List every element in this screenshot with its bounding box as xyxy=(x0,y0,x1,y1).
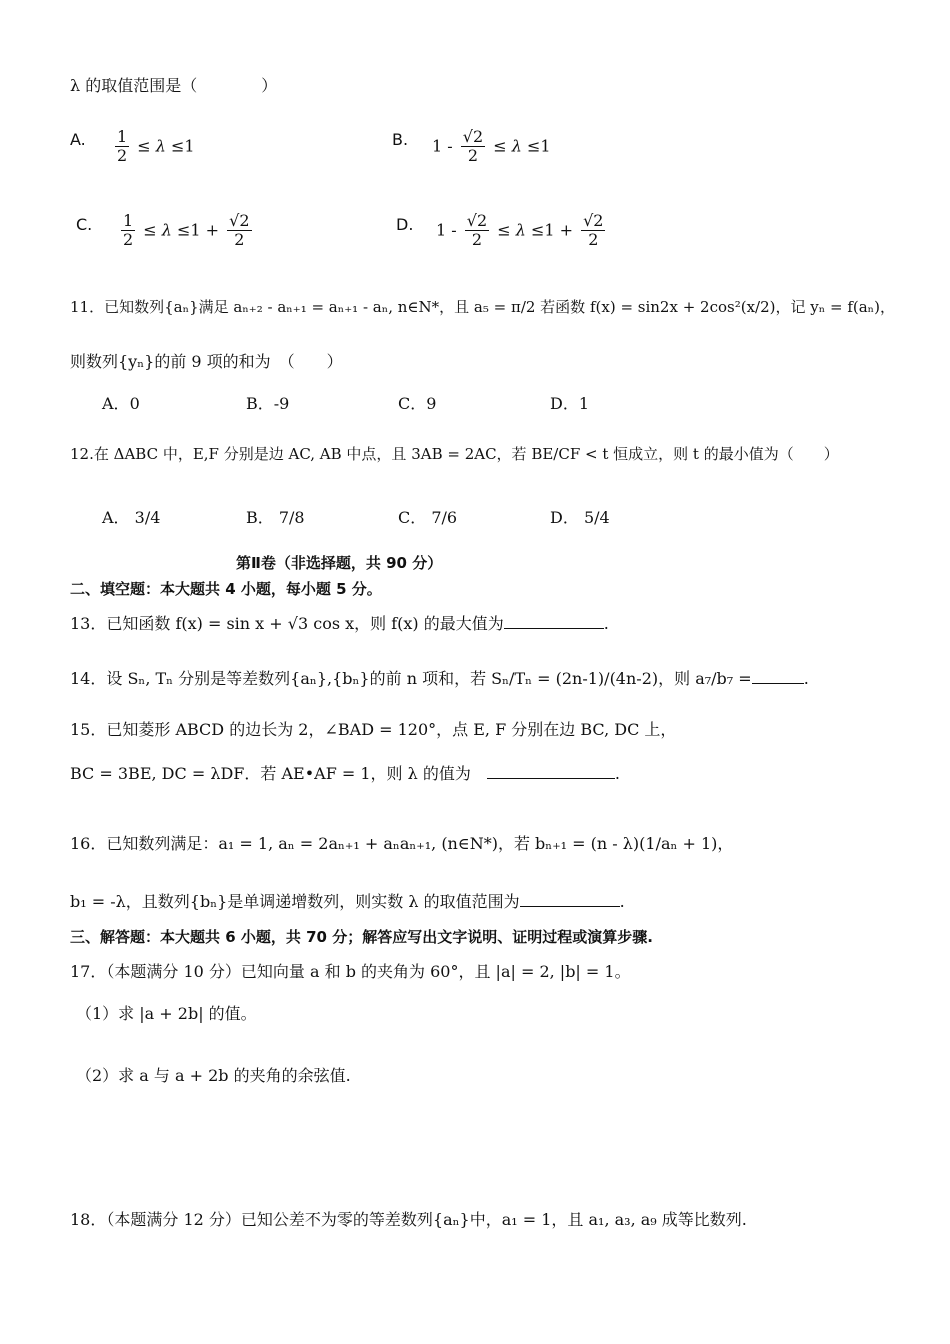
q16-line2-text: b₁ = -λ，且数列{bₙ}是单调递增数列，则实数 λ 的取值范围为 xyxy=(70,892,520,911)
q14: 14．设 Sₙ, Tₙ 分别是等差数列{aₙ},{bₙ}的前 n 项和，若 Sₙ/Tₙ = (2n-1)/(4n-2)，则 a₇/b₇ = . xyxy=(70,669,809,688)
section2-title: 二、填空题：本大题共 4 小题，每小题 5 分。 xyxy=(70,580,382,598)
q11-option-c-letter: C． xyxy=(398,394,427,413)
q12-option-d-value: 5/4 xyxy=(583,508,610,527)
q12-option-a-value: 3/4 xyxy=(134,508,161,527)
q12-option-b-value: 7/8 xyxy=(278,508,305,527)
q11-option-a-letter: A． xyxy=(102,394,130,413)
q10-option-c-letter: C. xyxy=(76,215,93,234)
q12-option-c-value: 7/6 xyxy=(431,508,458,527)
q10-option-d: 1 - $\frac{√2}{2}$ ≤ λ ≤1 + $\frac{√2}{2}$ xyxy=(436,211,604,250)
q10-option-c: $\frac{1}{2}$ ≤ λ ≤1 + $\frac{√2}{2}$ xyxy=(123,211,250,250)
q14-answer-blank xyxy=(752,682,804,684)
q11-option-a-value: 0 xyxy=(129,394,140,413)
q11-stem-line1: 11．已知数列{aₙ}满足 aₙ₊₂ - aₙ₊₁ = aₙ₊₁ - aₙ, n∈N*，且 a₅ = π/2 若函数 f(x) = sin2x + 2cos²(x/2)，记 yₙ = f(aₙ)， xyxy=(70,298,896,316)
q17-part2: （2）求 a 与 a + 2b 的夹角的余弦值. xyxy=(76,1066,351,1085)
q13-text: 13．已知函数 f(x) = sin x + √3 cos x，则 f(x) 的最大值为 xyxy=(70,614,504,633)
q14-text: 14．设 Sₙ, Tₙ 分别是等差数列{aₙ},{bₙ}的前 n 项和，若 Sₙ/Tₙ = (2n-1)/(4n-2)，则 a₇/b₇ = xyxy=(70,669,752,688)
q12-option-a xyxy=(102,508,160,529)
part2-title: 第Ⅱ卷（非选择题，共 90 分） xyxy=(236,554,443,572)
q11-option-a xyxy=(102,394,140,415)
q16-line2: b₁ = -λ，且数列{bₙ}是单调递增数列，则实数 λ 的取值范围为 . xyxy=(70,892,625,911)
q15-line2: BC = 3BE, DC = λDF．若 AE•AF = 1，则 λ 的值为 . xyxy=(70,764,620,783)
q11-option-c xyxy=(398,394,436,415)
q12-option-b xyxy=(246,508,305,529)
q15-line2-text: BC = 3BE, DC = λDF．若 AE•AF = 1，则 λ 的值为 xyxy=(70,764,471,783)
q12-option-c xyxy=(398,508,457,529)
section3-title: 三、解答题：本大题共 6 小题，共 70 分；解答应写出文字说明、证明过程或演算步骤. xyxy=(70,928,653,946)
q11-option-d xyxy=(550,394,589,415)
q11-stem-line2: 则数列{yₙ}的前 9 项的和为 （ ） xyxy=(70,352,343,371)
q11-option-b-value: -9 xyxy=(273,394,290,413)
q10-option-b-letter: B. xyxy=(392,130,409,149)
q18-stem: 18．（本题满分 12 分）已知公差不为零的等差数列{aₙ}中，a₁ = 1，且 a₁, a₃, a₉ 成等比数列. xyxy=(70,1210,747,1229)
q12-option-b-letter: B． xyxy=(246,508,274,527)
q17-part1: （1）求 |a + 2b| 的值。 xyxy=(76,1004,257,1023)
q11-option-b-letter: B． xyxy=(246,394,274,413)
q10-option-a-letter: A. xyxy=(70,130,86,149)
q12-option-d-letter: D． xyxy=(550,508,579,527)
q15-answer-blank xyxy=(487,777,615,779)
q11-option-b xyxy=(246,394,289,415)
q12-option-c-letter: C． xyxy=(398,508,427,527)
q10-option-b: 1 - $\frac{√2}{2}$ ≤ λ ≤1 xyxy=(432,127,551,166)
q15-line1: 15．已知菱形 ABCD 的边长为 2，∠BAD = 120°，点 E, F 分别在边 BC, DC 上， xyxy=(70,720,677,739)
q10-option-d-letter: D. xyxy=(396,215,414,234)
q17-stem: 17．（本题满分 10 分）已知向量 a 和 b 的夹角为 60°，且 |a| = 2, |b| = 1。 xyxy=(70,962,631,981)
q12-stem: 12.在 ΔABC 中，E,F 分别是边 AC, AB 中点，且 3AB = 2AC，若 BE/CF < t 恒成立，则 t 的最小值为（ ） xyxy=(70,445,839,463)
q16-answer-blank xyxy=(520,905,620,907)
q13-answer-blank xyxy=(504,627,604,629)
q11-option-d-letter: D． xyxy=(550,394,579,413)
q13: 13．已知函数 f(x) = sin x + √3 cos x，则 f(x) 的最大值为 . xyxy=(70,614,609,633)
q11-option-d-value: 1 xyxy=(578,394,590,413)
q10-option-a: $\frac{1}{2}$ ≤ λ ≤1 xyxy=(117,127,195,166)
q10-stem-end: λ 的取值范围是（ ） xyxy=(70,76,278,95)
q12-option-a-letter: A． xyxy=(102,508,130,527)
q16-line1: 16．已知数列满足：a₁ = 1, aₙ = 2aₙ₊₁ + aₙaₙ₊₁, (n∈N*)，若 bₙ₊₁ = (n - λ)(1/aₙ + 1)， xyxy=(70,834,734,853)
q12-option-d xyxy=(550,508,610,529)
q11-option-c-value: 9 xyxy=(426,394,437,413)
